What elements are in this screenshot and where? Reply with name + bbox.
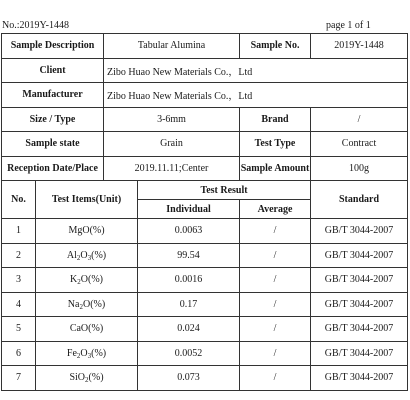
row-number: 4 <box>2 292 36 317</box>
test-item-part: (%) <box>87 274 103 286</box>
table-row <box>2 219 408 244</box>
sample-no-label: Sample No. <box>240 34 311 59</box>
test-item-part: O <box>80 347 88 359</box>
test-item-part: 2 <box>76 253 81 262</box>
brand-label: Brand <box>240 107 311 132</box>
reception-label: Reception Date/Place <box>2 156 104 181</box>
table-row <box>2 243 408 268</box>
average-value: / <box>240 268 311 293</box>
col-items-header: Test Items(Unit) <box>36 181 138 219</box>
client-label: Client <box>2 58 104 83</box>
sample-no-value: 2019Y-1448 <box>311 34 408 59</box>
standard-value: GB/T 3044-2007 <box>311 341 408 366</box>
table-row <box>2 268 408 293</box>
individual-value: 99.54 <box>138 243 240 268</box>
test-item <box>36 268 138 293</box>
col-no-header: No. <box>2 181 36 219</box>
row-size-type <box>2 107 408 132</box>
sample-state-value: Grain <box>104 132 240 157</box>
test-item-part: O <box>80 249 88 261</box>
row-reception <box>2 156 408 181</box>
average-value: / <box>240 292 311 317</box>
row-number: 6 <box>2 341 36 366</box>
test-item <box>36 243 138 268</box>
size-type-value: 3-6mm <box>104 107 240 132</box>
row-number: 2 <box>2 243 36 268</box>
test-item <box>36 292 138 317</box>
brand-value: / <box>311 107 408 132</box>
test-item <box>36 366 138 391</box>
test-item-part: 2 <box>85 376 89 385</box>
sample-state-label: Sample state <box>2 132 104 157</box>
page-indicator: page 1 of 1 <box>326 20 371 31</box>
results-body <box>2 219 408 391</box>
test-item-part: SiO <box>69 372 86 384</box>
row-sample-state <box>2 132 408 157</box>
standard-value: GB/T 3044-2007 <box>311 268 408 293</box>
average-value: / <box>240 317 311 342</box>
individual-value: 0.17 <box>138 292 240 317</box>
test-item-part: 2 <box>76 351 81 360</box>
table-row <box>2 366 408 391</box>
test-item <box>36 317 138 342</box>
individual-value: 0.024 <box>138 317 240 342</box>
col-average-header: Average <box>240 200 311 219</box>
test-item-part: 2 <box>79 302 83 311</box>
col-individual-header: Individual <box>138 200 240 219</box>
size-type-label: Size / Type <box>2 107 104 132</box>
manufacturer-label: Manufacturer <box>2 83 104 108</box>
row-manufacturer <box>2 83 408 108</box>
row-number: 3 <box>2 268 36 293</box>
row-number: 1 <box>2 219 36 244</box>
client-value: Zibo Huao New Materials Co.，Ltd <box>104 58 408 83</box>
test-item-part: (%) <box>89 225 105 237</box>
test-item-part: Na <box>67 298 80 310</box>
reception-value: 2019.11.11;Center <box>104 156 240 181</box>
test-item-part: CaO <box>69 323 89 335</box>
test-item-part: Al <box>66 249 77 261</box>
test-type-value: Contract <box>311 132 408 157</box>
row-sample-description <box>2 34 408 59</box>
report-number: No.:2019Y-1448 <box>2 20 69 31</box>
manufacturer-value: Zibo Huao New Materials Co.，Ltd <box>104 83 408 108</box>
individual-value: 0.073 <box>138 366 240 391</box>
test-item-part: O <box>80 274 88 286</box>
standard-value: GB/T 3044-2007 <box>311 366 408 391</box>
col-standard-header: Standard <box>311 181 408 219</box>
test-item-part: K <box>70 274 78 286</box>
test-item-part: (%) <box>91 249 107 261</box>
individual-value: 0.0052 <box>138 341 240 366</box>
standard-value: GB/T 3044-2007 <box>311 292 408 317</box>
sample-description-label: Sample Description <box>2 34 104 59</box>
sample-description-value: Tabular Alumina <box>104 34 240 59</box>
test-item-part: 3 <box>87 351 92 360</box>
test-item-part: (%) <box>88 372 104 384</box>
average-value: / <box>240 341 311 366</box>
individual-value: 0.0063 <box>138 219 240 244</box>
table-row <box>2 317 408 342</box>
report-table <box>1 33 408 391</box>
test-item-part: (%) <box>90 298 106 310</box>
test-item <box>36 219 138 244</box>
sample-amount-value: 100g <box>311 156 408 181</box>
test-item-part: MgO <box>68 225 90 237</box>
test-item-part: 3 <box>87 253 92 262</box>
individual-value: 0.0016 <box>138 268 240 293</box>
standard-value: GB/T 3044-2007 <box>311 243 408 268</box>
average-value: / <box>240 243 311 268</box>
sample-amount-label: Sample Amount <box>240 156 311 181</box>
average-value: / <box>240 366 311 391</box>
standard-value: GB/T 3044-2007 <box>311 219 408 244</box>
standard-value: GB/T 3044-2007 <box>311 317 408 342</box>
test-item-part: 2 <box>77 278 81 287</box>
test-item-part: Fe <box>66 347 77 359</box>
average-value: / <box>240 219 311 244</box>
row-number: 5 <box>2 317 36 342</box>
table-row <box>2 341 408 366</box>
row-number: 7 <box>2 366 36 391</box>
test-item <box>36 341 138 366</box>
results-header-row <box>2 181 408 200</box>
table-row <box>2 292 408 317</box>
test-type-label: Test Type <box>240 132 311 157</box>
test-item-part: (%) <box>88 323 104 335</box>
row-client <box>2 58 408 83</box>
test-item-part: (%) <box>91 347 107 359</box>
col-result-header: Test Result <box>138 181 311 200</box>
test-item-part: O <box>82 298 91 310</box>
